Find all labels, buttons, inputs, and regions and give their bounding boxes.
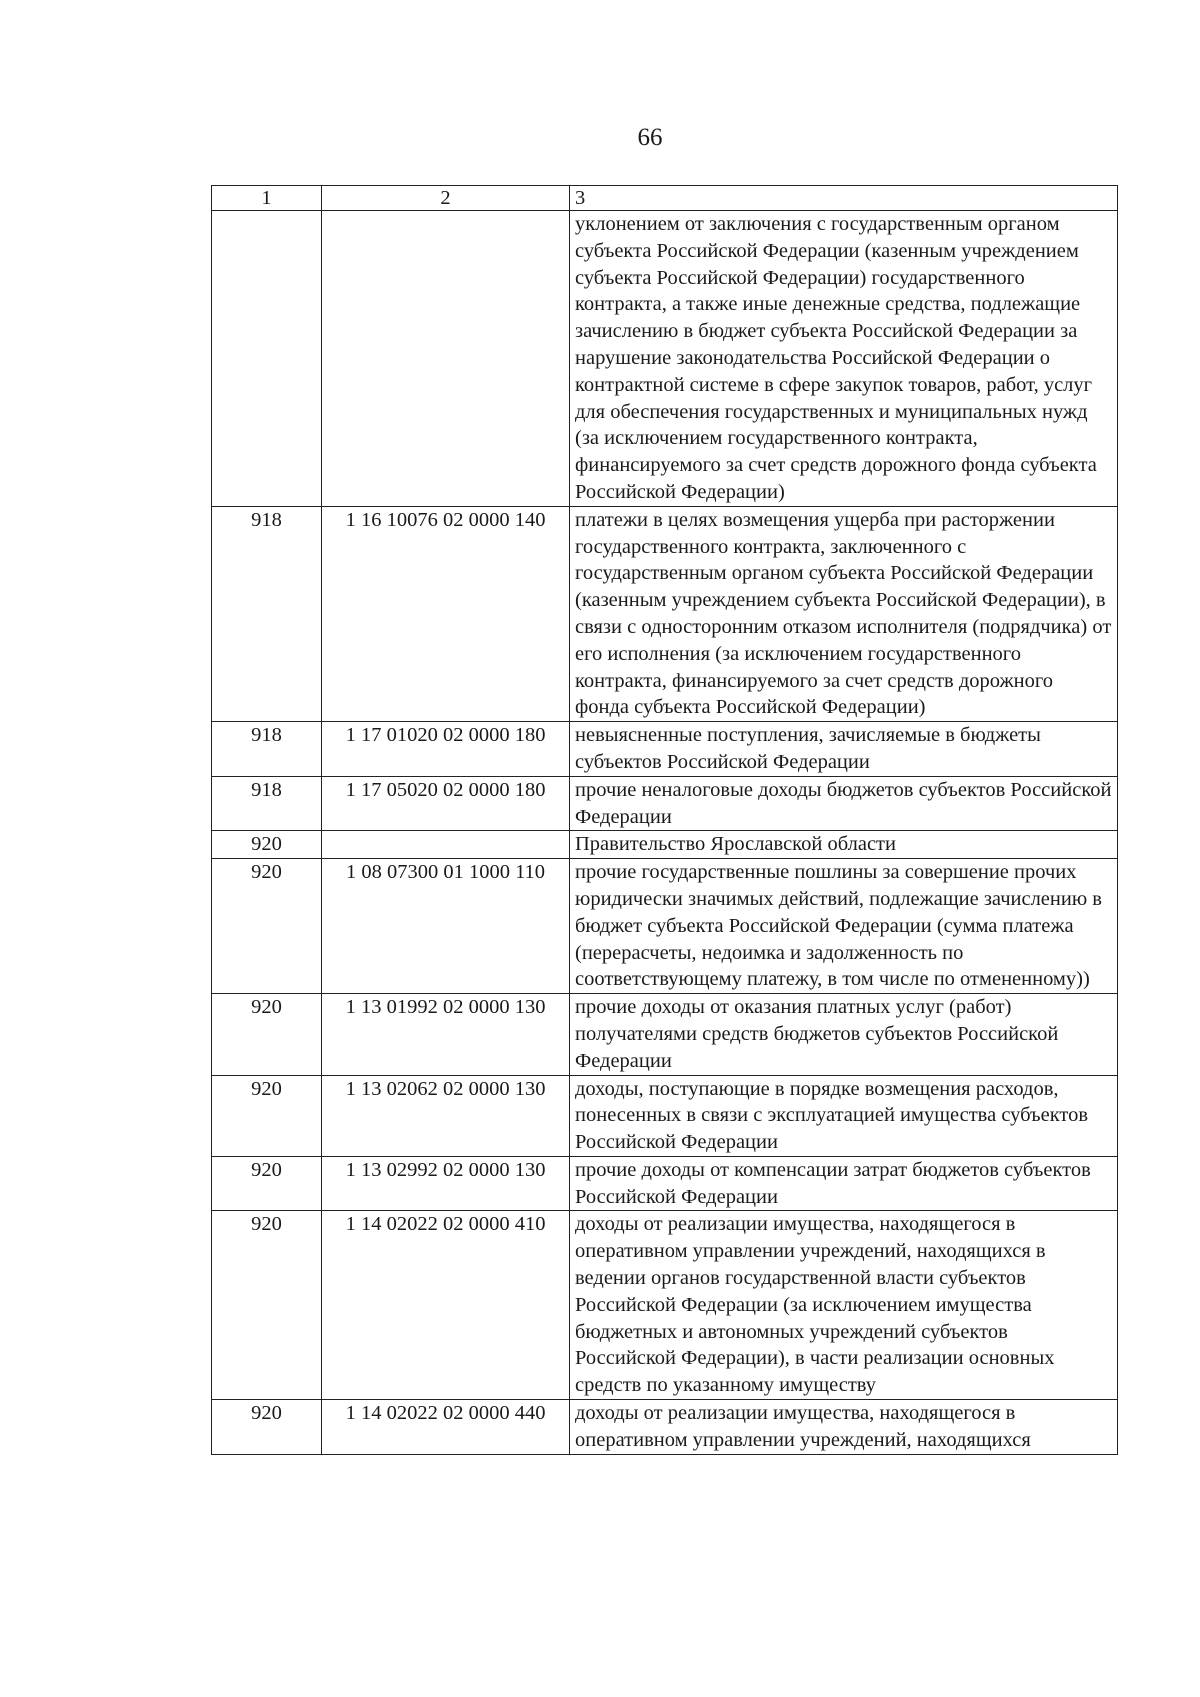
kbk-code-cell: 1 08 07300 01 1000 110	[322, 859, 570, 994]
description-cell: уклонением от заключения с государственным органом субъекта Российской Федерации (казенным учреждением субъекта Российской Федерации) государственного контракта, а также иные денежные средства, подлежащие зачислению в бюджет субъекта Российской Федерации за нарушение законодательства Российской Федерации о контрактной системе в сфере закупок товаров, работ, услуг для обеспечения государственных и муниципальных нужд (за исключением государственного контракта, финансируемого за счет средств дорожного фонда субъекта Российской Федерации)	[570, 211, 1118, 507]
header-col-3: 3	[570, 186, 1118, 211]
table-row	[212, 776, 1118, 831]
description-cell: доходы, поступающие в порядке возмещения расходов, понесенных в связи с эксплуатацией имущества субъектов Российской Федерации	[570, 1075, 1118, 1156]
admin-code-cell	[212, 211, 322, 507]
description-cell: Правительство Ярославской области	[570, 831, 1118, 859]
admin-code-cell: 920	[212, 831, 322, 859]
admin-code-cell: 920	[212, 1211, 322, 1400]
kbk-code-cell: 1 13 02062 02 0000 130	[322, 1075, 570, 1156]
description-cell: прочие государственные пошлины за совершение прочих юридически значимых действий, подлежащие зачислению в бюджет субъекта Российской Федерации (сумма платежа (перерасчеты, недоимка и задолженность по соответствующему платежу, в том числе по отмененному))	[570, 859, 1118, 994]
page-number: 66	[637, 124, 663, 151]
table-row	[212, 859, 1118, 994]
header-row	[212, 186, 1118, 211]
admin-code-cell: 920	[212, 994, 322, 1075]
kbk-code-cell	[322, 211, 570, 507]
revenue-codes-table	[211, 185, 1118, 1455]
kbk-code-cell: 1 13 01992 02 0000 130	[322, 994, 570, 1075]
table-header	[212, 186, 1118, 211]
table-row	[212, 722, 1118, 777]
table-row	[212, 1400, 1118, 1455]
admin-code-cell: 920	[212, 1075, 322, 1156]
table-body	[212, 211, 1118, 1455]
description-cell: доходы от реализации имущества, находящегося в оперативном управлении учреждений, находящихся в ведении органов государственной власти субъектов Российской Федерации (за исключением имущества бюджетных и автономных учреждений субъектов Российской Федерации), в части реализации основных средств по указанному имуществу	[570, 1211, 1118, 1400]
admin-code-cell: 918	[212, 506, 322, 721]
table-row	[212, 1156, 1118, 1211]
admin-code-cell: 918	[212, 776, 322, 831]
kbk-code-cell: 1 14 02022 02 0000 410	[322, 1211, 570, 1400]
description-cell: невыясненные поступления, зачисляемые в бюджеты субъектов Российской Федерации	[570, 722, 1118, 777]
description-cell: доходы от реализации имущества, находящегося в оперативном управлении учреждений, находящихся	[570, 1400, 1118, 1455]
kbk-code-cell: 1 16 10076 02 0000 140	[322, 506, 570, 721]
kbk-code-cell: 1 14 02022 02 0000 440	[322, 1400, 570, 1455]
kbk-code-cell: 1 17 05020 02 0000 180	[322, 776, 570, 831]
table-row	[212, 1211, 1118, 1400]
description-cell: прочие доходы от оказания платных услуг (работ) получателями средств бюджетов субъектов Российской Федерации	[570, 994, 1118, 1075]
kbk-code-cell: 1 17 01020 02 0000 180	[322, 722, 570, 777]
description-cell: прочие доходы от компенсации затрат бюджетов субъектов Российской Федерации	[570, 1156, 1118, 1211]
header-col-1: 1	[212, 186, 322, 211]
table-row	[212, 831, 1118, 859]
description-cell: прочие неналоговые доходы бюджетов субъектов Российской Федерации	[570, 776, 1118, 831]
admin-code-cell: 920	[212, 859, 322, 994]
kbk-code-cell: 1 13 02992 02 0000 130	[322, 1156, 570, 1211]
table-row	[212, 1075, 1118, 1156]
table-row	[212, 211, 1118, 507]
description-cell: платежи в целях возмещения ущерба при расторжении государственного контракта, заключенного с государственным органом субъекта Российской Федерации (казенным учреждением субъекта Российской Федерации), в связи с односторонним отказом исполнителя (подрядчика) от его исполнения (за исключением государственного контракта, финансируемого за счет средств дорожного фонда субъекта Российской Федерации)	[570, 506, 1118, 721]
kbk-code-cell	[322, 831, 570, 859]
admin-code-cell: 920	[212, 1156, 322, 1211]
admin-code-cell: 918	[212, 722, 322, 777]
header-col-2: 2	[322, 186, 570, 211]
table-row	[212, 994, 1118, 1075]
admin-code-cell: 920	[212, 1400, 322, 1455]
table-row	[212, 506, 1118, 721]
